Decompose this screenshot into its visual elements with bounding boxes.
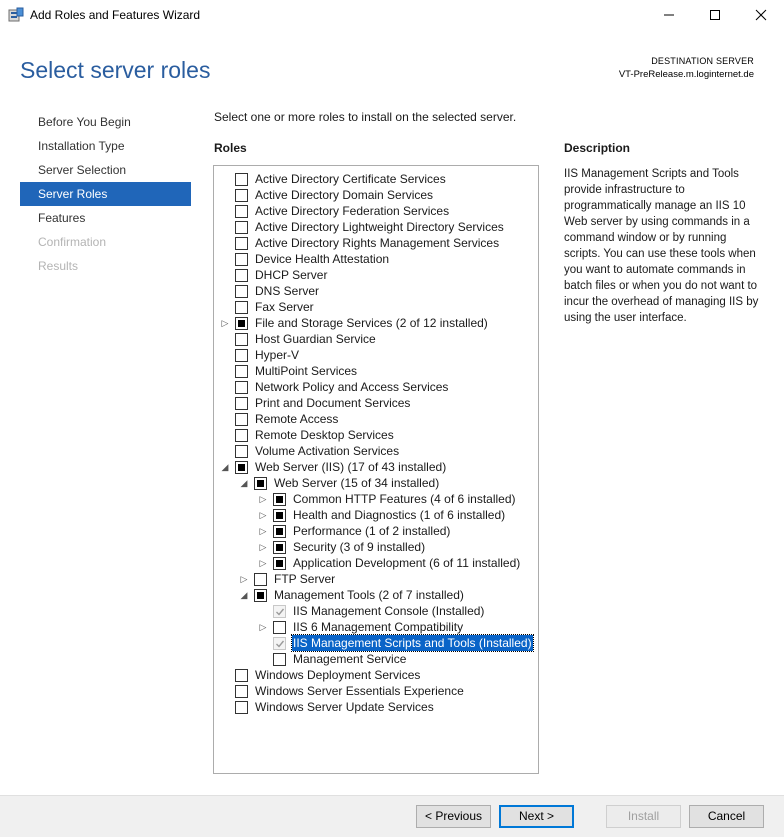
role-item[interactable]: [214, 699, 534, 715]
role-item[interactable]: [214, 187, 534, 203]
role-item[interactable]: [214, 379, 534, 395]
minimize-button[interactable]: [646, 0, 692, 30]
role-item[interactable]: [214, 219, 534, 235]
role-checkbox[interactable]: [273, 509, 286, 522]
role-label[interactable]: Web Server (IIS) (17 of 43 installed): [255, 460, 447, 474]
role-checkbox[interactable]: [235, 381, 248, 394]
role-item[interactable]: [214, 443, 534, 459]
collapsed-arrow-icon[interactable]: ▷: [259, 558, 267, 568]
role-checkbox[interactable]: [235, 445, 248, 458]
role-label[interactable]: IIS Management Console (Installed): [293, 604, 485, 618]
role-checkbox[interactable]: [235, 333, 248, 346]
destination-server-label: DESTINATION SERVER: [651, 56, 754, 66]
role-label[interactable]: File and Storage Services (2 of 12 installed): [255, 316, 488, 330]
role-checkbox[interactable]: [235, 365, 248, 378]
role-checkbox[interactable]: [235, 317, 248, 330]
role-label[interactable]: Management Tools (2 of 7 installed): [274, 588, 464, 602]
role-item[interactable]: [214, 267, 534, 283]
role-item[interactable]: [214, 251, 534, 267]
role-checkbox[interactable]: [235, 301, 248, 314]
role-item[interactable]: [214, 299, 534, 315]
window-title: Add Roles and Features Wizard: [30, 8, 201, 22]
nav-step-before-you-begin[interactable]: Before You Begin: [38, 115, 131, 129]
expanded-arrow-icon[interactable]: ◢: [240, 590, 248, 600]
role-checkbox[interactable]: [254, 477, 267, 490]
role-item[interactable]: [214, 171, 534, 187]
role-label[interactable]: Network Policy and Access Services: [255, 380, 449, 394]
expanded-arrow-icon[interactable]: ◢: [221, 462, 229, 472]
role-checkbox[interactable]: [235, 685, 248, 698]
role-checkbox[interactable]: [273, 541, 286, 554]
role-checkbox[interactable]: [235, 285, 248, 298]
role-checkbox[interactable]: [235, 173, 248, 186]
role-item[interactable]: [214, 667, 534, 683]
nav-step-confirmation: Confirmation: [38, 235, 107, 249]
close-button[interactable]: [738, 0, 784, 30]
collapsed-arrow-icon[interactable]: ▷: [240, 574, 248, 584]
collapsed-arrow-icon[interactable]: ▷: [259, 526, 267, 536]
description-heading: Description: [564, 141, 631, 155]
role-label[interactable]: Security (3 of 9 installed): [293, 540, 426, 554]
role-item[interactable]: [214, 411, 534, 427]
role-label[interactable]: Host Guardian Service: [255, 332, 376, 346]
role-label[interactable]: Volume Activation Services: [255, 444, 400, 458]
role-label[interactable]: FTP Server: [274, 572, 336, 586]
checkmark-icon: [275, 639, 285, 649]
collapsed-arrow-icon[interactable]: ▷: [259, 542, 267, 552]
minimize-icon: [663, 9, 675, 21]
role-item[interactable]: [214, 475, 534, 491]
role-label[interactable]: IIS 6 Management Compatibility: [293, 620, 464, 634]
role-checkbox[interactable]: [235, 189, 248, 202]
collapsed-arrow-icon[interactable]: ▷: [259, 494, 267, 504]
role-label[interactable]: Health and Diagnostics (1 of 6 installed): [293, 508, 506, 522]
expanded-arrow-icon[interactable]: ◢: [240, 478, 248, 488]
role-checkbox[interactable]: [235, 269, 248, 282]
role-item[interactable]: [214, 539, 534, 555]
role-label[interactable]: Remote Desktop Services: [255, 428, 394, 442]
description-text: IIS Management Scripts and Tools provide infrastructure to programmatically manage an IIS 10 Web server by using commands in a command window or by running scripts. You can use these tools when you want to automate commands in batch files or when you do not want to incur the overhead of managing IIS by using the user interface.: [564, 168, 759, 324]
role-checkbox[interactable]: [235, 397, 248, 410]
role-checkbox[interactable]: [235, 429, 248, 442]
role-checkbox[interactable]: [235, 253, 248, 266]
maximize-button[interactable]: [692, 0, 738, 30]
role-item[interactable]: [214, 363, 534, 379]
role-checkbox[interactable]: [273, 525, 286, 538]
role-checkbox[interactable]: [273, 493, 286, 506]
role-item[interactable]: [214, 651, 534, 667]
role-label[interactable]: Management Service: [293, 652, 407, 666]
nav-step-server-selection[interactable]: Server Selection: [38, 163, 127, 177]
role-checkbox[interactable]: [235, 413, 248, 426]
role-item[interactable]: [214, 555, 534, 571]
roles-heading: Roles: [214, 141, 247, 155]
previous-button[interactable]: < Previous: [416, 805, 491, 828]
role-item[interactable]: [214, 587, 534, 603]
collapsed-arrow-icon[interactable]: ▷: [259, 510, 267, 520]
role-label[interactable]: Common HTTP Features (4 of 6 installed): [293, 492, 516, 506]
role-item[interactable]: [214, 507, 534, 523]
role-item[interactable]: [214, 571, 534, 587]
role-label[interactable]: Active Directory Lightweight Directory Services: [255, 220, 504, 234]
server-manager-app-icon: [8, 7, 24, 23]
role-checkbox[interactable]: [235, 221, 248, 234]
role-item[interactable]: [214, 235, 534, 251]
role-checkbox[interactable]: [273, 653, 286, 666]
install-button: Install: [606, 805, 681, 828]
page-title: Select server roles: [20, 57, 211, 83]
nav-step-installation-type[interactable]: Installation Type: [38, 139, 125, 153]
role-item[interactable]: [214, 347, 534, 363]
role-checkbox[interactable]: [273, 557, 286, 570]
cancel-button[interactable]: Cancel: [689, 805, 764, 828]
role-item[interactable]: [214, 427, 534, 443]
role-label[interactable]: Performance (1 of 2 installed): [293, 524, 451, 538]
role-label[interactable]: Windows Server Update Services: [255, 700, 434, 714]
role-label[interactable]: DHCP Server: [255, 268, 328, 282]
role-label[interactable]: Active Directory Federation Services: [255, 204, 450, 218]
role-label[interactable]: Fax Server: [255, 300, 314, 314]
role-label[interactable]: DNS Server: [255, 284, 320, 298]
nav-step-server-roles[interactable]: Server Roles: [20, 182, 191, 206]
role-label[interactable]: MultiPoint Services: [255, 364, 358, 378]
role-label[interactable]: Windows Deployment Services: [255, 668, 421, 682]
role-checkbox[interactable]: [273, 621, 286, 634]
next-button[interactable]: Next >: [499, 805, 574, 828]
maximize-icon: [709, 9, 721, 21]
role-item[interactable]: [214, 331, 534, 347]
role-checkbox[interactable]: [235, 349, 248, 362]
role-label[interactable]: Windows Server Essentials Experience: [255, 684, 464, 698]
checkmark-icon: [275, 607, 285, 617]
role-label[interactable]: IIS Management Scripts and Tools (Installed): [293, 636, 532, 650]
role-checkbox[interactable]: [254, 589, 267, 602]
role-label[interactable]: Print and Document Services: [255, 396, 411, 410]
role-item[interactable]: [214, 619, 534, 635]
roles-tree[interactable]: [213, 165, 539, 774]
role-item[interactable]: [214, 491, 534, 507]
role-checkbox[interactable]: [235, 237, 248, 250]
role-item[interactable]: [214, 395, 534, 411]
role-label[interactable]: Active Directory Certificate Services: [255, 172, 446, 186]
role-label[interactable]: Device Health Attestation: [255, 252, 390, 266]
role-checkbox[interactable]: [254, 573, 267, 586]
role-checkbox: [273, 605, 286, 618]
destination-server-name: VT-PreRelease.m.loginternet.de: [618, 69, 754, 80]
role-item[interactable]: [214, 203, 534, 219]
role-item[interactable]: [214, 459, 534, 475]
role-item[interactable]: [214, 635, 534, 651]
role-label[interactable]: Active Directory Domain Services: [255, 188, 434, 202]
role-item[interactable]: [214, 523, 534, 539]
role-label[interactable]: Hyper-V: [255, 348, 300, 362]
nav-step-features[interactable]: Features: [38, 211, 86, 225]
role-label[interactable]: Web Server (15 of 34 installed): [274, 476, 440, 490]
role-label[interactable]: Active Directory Rights Management Services: [255, 236, 500, 250]
role-item[interactable]: [214, 603, 534, 619]
role-checkbox[interactable]: [235, 461, 248, 474]
wizard-step-nav: [20, 110, 191, 278]
close-icon: [755, 9, 767, 21]
role-item[interactable]: [214, 315, 534, 331]
role-checkbox[interactable]: [235, 205, 248, 218]
collapsed-arrow-icon[interactable]: ▷: [221, 318, 229, 328]
role-label[interactable]: Remote Access: [255, 412, 339, 426]
role-checkbox[interactable]: [235, 669, 248, 682]
role-label[interactable]: Application Development (6 of 11 installed): [293, 556, 521, 570]
collapsed-arrow-icon[interactable]: ▷: [259, 622, 267, 632]
nav-step-results: Results: [38, 259, 79, 273]
role-item[interactable]: [214, 283, 534, 299]
title-bar: [0, 0, 784, 30]
instruction-text: Select one or more roles to install on the selected server.: [214, 110, 517, 124]
role-checkbox: [273, 637, 286, 650]
role-checkbox[interactable]: [235, 701, 248, 714]
role-item[interactable]: [214, 683, 534, 699]
